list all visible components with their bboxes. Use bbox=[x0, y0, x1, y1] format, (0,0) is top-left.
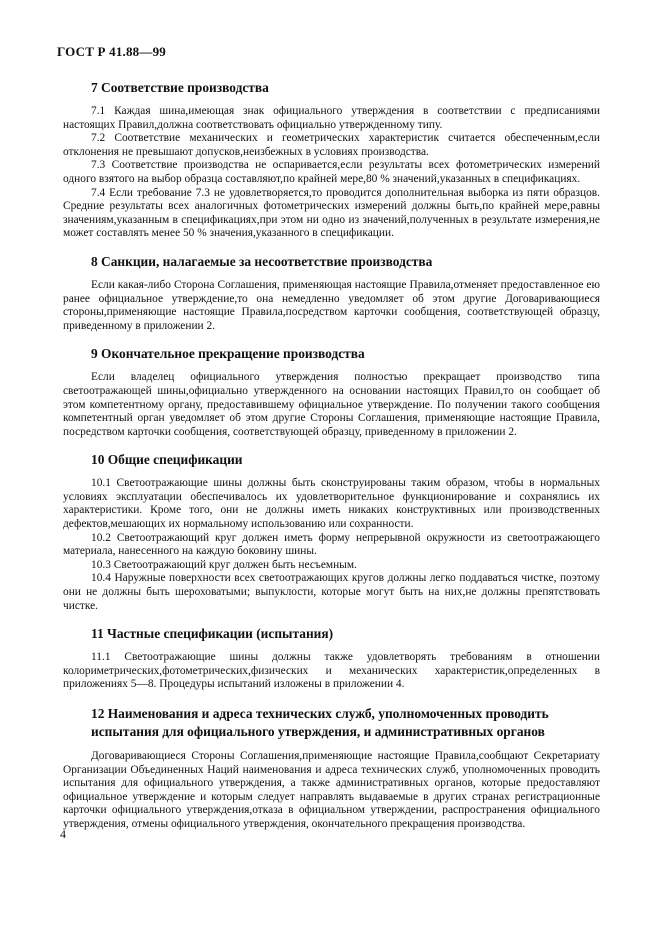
paragraph: Если владелец официального утверждения полностью прекращает производство типа светоотражающей шины,официально утвержденного на основании настоящих Правил,то он сообщает об этом компетентному органу, предоставившему официальное утверждение. По получении такого сообщения компетентный орган уведомляет об этом другие Стороны Соглашения, применяющие настоящие Правила, посредством карточки сообщения, соответствующей образцу, приведенному в приложении 2. bbox=[63, 371, 600, 438]
section-title: 11 Частные спецификации (испытания) bbox=[91, 626, 334, 642]
section-title: 8 Санкции, налагаемые за несоответствие производства bbox=[91, 253, 433, 269]
paragraph: 10.2 Светоотражающий круг должен иметь форму непрерывной окружности из светоотражающего материала, нанесенного на каждую боковину шины. bbox=[63, 531, 600, 558]
paragraph: 10.4 Наружные поверхности всех светоотражающих кругов должны легко поддаваться чистке, поэтому они не должны быть шероховатыми; выпуклости, которые могут быть на них,не должны препятствовать чистке. bbox=[63, 572, 600, 612]
paragraph: Договаривающиеся Стороны Соглашения,применяющие настоящие Правила,сообщают Секретариату Организации Объединенных Наций наименования и адреса технических служб, уполномоченных проводить испытания для официального утверждения, а также административных органов, которые предоставляют официальное утверждение и которым следует направлять выдаваемые в других странах регистрационные карточки официального утверждения,отказа в официальном утверждении, распространения официального утверждения, отмены официального утверждения, окончательного прекращения производства. bbox=[63, 750, 600, 830]
paragraph: 11.1 Светоотражающие шины должны также удовлетворять требованиям в отношении колориметрических,фотометрических,физических и механических характеристик,определенных в приложениях 5—8. Процедуры испытаний изложены в приложении 4. bbox=[63, 651, 600, 691]
section-8 bbox=[63, 254, 600, 333]
document-header: ГОСТ Р 41.88—99 bbox=[57, 44, 166, 59]
section-10 bbox=[63, 452, 600, 613]
paragraph: 10.1 Светоотражающие шины должны быть сконструированы таким образом, чтобы в нормальных условиях эксплуатации обеспечивалось их удовлетворительное функционирование и сохранялись их характеристики. Кроме того, они не должны иметь никаких конструктивных или производственных дефектов,мешающих их нормальному использованию или сохранности. bbox=[63, 477, 600, 531]
section-title: 10 Общие спецификации bbox=[91, 452, 243, 468]
paragraph: Если какая-либо Сторона Соглашения, применяющая настоящие Правила,отменяет предоставленное ею ранее официальное утверждение,то она немедленно уведомляет об этом другие Договаривающиеся стороны,применяющие настоящие Правила,посредством карточки сообщения, соответствующей образцу, приведенному в приложении 2. bbox=[63, 278, 600, 332]
paragraph: 10.3 Светоотражающий круг должен быть несъемным. bbox=[91, 558, 357, 571]
section-title: 7 Соответствие производства bbox=[91, 80, 269, 95]
section-title: 9 Окончательное прекращение производства bbox=[91, 346, 365, 362]
section-12 bbox=[63, 705, 600, 832]
paragraph: 7.3 Соответствие производства не оспаривается,если результаты всех фотометрических измерений одного взятого на выбор образца составляют,по крайней мере,80 % значений,указанных в спецификациях. bbox=[63, 159, 600, 185]
paragraph: 7.2 Соответствие механических и геометрических характеристик считается обеспеченным,если отклонения не превышают допусков,неизбежных в условиях производства. bbox=[63, 132, 600, 158]
section-9 bbox=[63, 346, 600, 439]
paragraph: 7.4 Если требование 7.3 не удовлетворяется,то проводится дополнительная выборка из пяти образцов. Средние результаты всех аналогичных фотометрических измерений должны быть,по крайней мере,равны значениям,указанным в спецификациях,при этом ни одно из значений,полученных в результате измерения,не может составлять менее 50 % значения,указанного в спецификации. bbox=[63, 186, 600, 240]
paragraph: 7.1 Каждая шина,имеющая знак официального утверждения в соответствии с предписаниями настоящих Правил,должна соответствовать официально утвержденному типу. bbox=[63, 105, 600, 131]
document-body bbox=[63, 80, 600, 845]
page-number: 4 bbox=[60, 827, 66, 841]
section-7 bbox=[63, 80, 600, 241]
section-title: 12 Наименования и адреса технических служб, уполномоченных проводить испытания для официального утверждения, и административных органов bbox=[91, 706, 549, 739]
section-11 bbox=[63, 626, 600, 692]
